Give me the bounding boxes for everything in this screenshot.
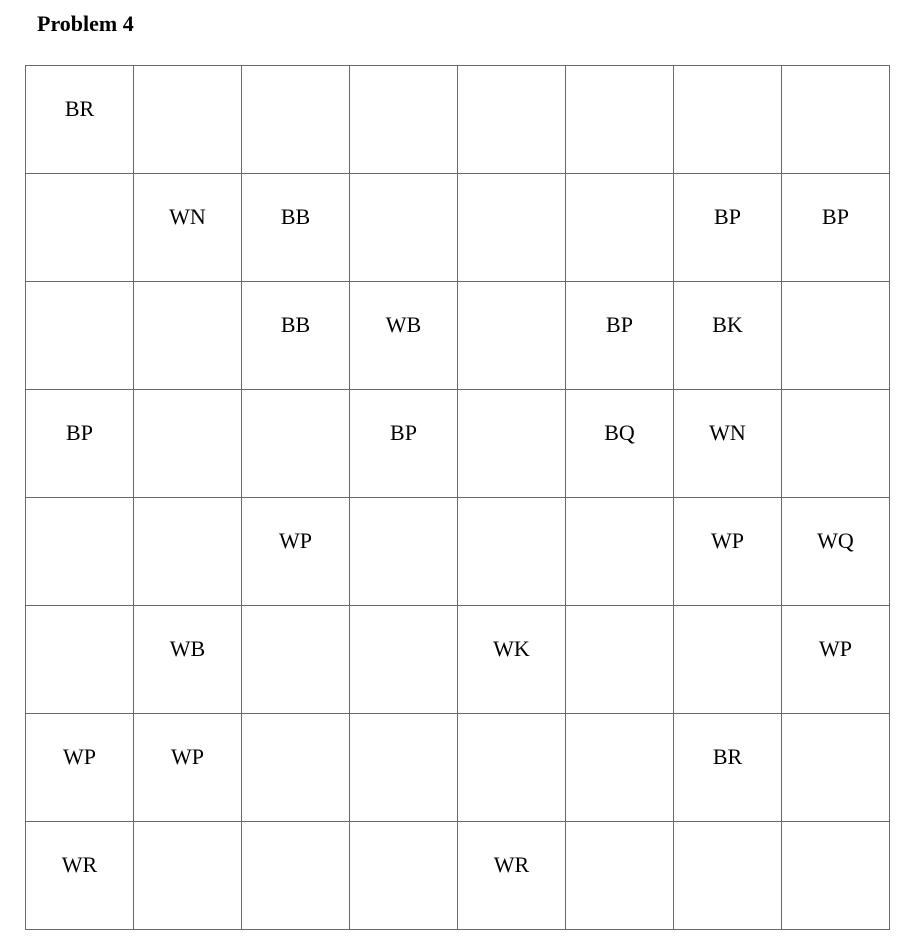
piece-label [134, 498, 241, 528]
piece-label [566, 174, 673, 204]
piece-label: BK [712, 312, 743, 337]
piece-label [350, 498, 457, 528]
piece-label [26, 282, 133, 312]
piece-label [242, 66, 349, 96]
board-square [566, 714, 674, 822]
piece-label [350, 606, 457, 636]
piece-label: WP [63, 744, 96, 769]
board-square [26, 822, 134, 930]
board-square [458, 66, 566, 174]
board-square [674, 390, 782, 498]
board-square [134, 606, 242, 714]
piece-label [26, 606, 133, 636]
board-square [674, 174, 782, 282]
board-square [566, 66, 674, 174]
board-square [782, 498, 890, 606]
piece-label: WP [711, 528, 744, 553]
piece-label [782, 282, 889, 312]
board-square [458, 822, 566, 930]
board-row [26, 66, 890, 174]
piece-label: WP [171, 744, 204, 769]
piece-label: BR [712, 744, 743, 769]
board-row [26, 606, 890, 714]
board-square [242, 390, 350, 498]
board-square [350, 66, 458, 174]
board-square [674, 498, 782, 606]
board-row [26, 714, 890, 822]
piece-label: WN [709, 420, 746, 445]
piece-label: WN [169, 204, 206, 229]
board-square [134, 498, 242, 606]
piece-label: BP [390, 420, 417, 445]
board-square [350, 282, 458, 390]
piece-label [458, 282, 565, 312]
board-row [26, 822, 890, 930]
board-square [566, 282, 674, 390]
board-square [566, 606, 674, 714]
piece-label [134, 66, 241, 96]
chess-board-grid [25, 65, 890, 930]
board-square [458, 498, 566, 606]
board-square [242, 822, 350, 930]
board-square [134, 714, 242, 822]
board-square [458, 282, 566, 390]
piece-label: WR [61, 852, 98, 877]
piece-label [350, 66, 457, 96]
piece-label: WQ [817, 528, 854, 553]
piece-label [566, 606, 673, 636]
board-square [134, 66, 242, 174]
board-square [566, 822, 674, 930]
board-row [26, 174, 890, 282]
board-square [134, 822, 242, 930]
piece-label [242, 714, 349, 744]
board-square [782, 822, 890, 930]
piece-label: BP [714, 204, 741, 229]
piece-label: BQ [604, 420, 635, 445]
board-square [566, 390, 674, 498]
piece-label [458, 498, 565, 528]
board-square [26, 66, 134, 174]
board-square [134, 174, 242, 282]
piece-label [242, 822, 349, 852]
piece-label: BP [66, 420, 93, 445]
board-square [242, 66, 350, 174]
board-square [674, 606, 782, 714]
board-square [458, 390, 566, 498]
board-square [134, 282, 242, 390]
piece-label: WR [493, 852, 530, 877]
board-square [782, 606, 890, 714]
board-square [350, 714, 458, 822]
piece-label [782, 390, 889, 420]
piece-label [674, 822, 781, 852]
piece-label [566, 66, 673, 96]
board-square [350, 390, 458, 498]
piece-label: WB [169, 636, 206, 661]
board-square [242, 606, 350, 714]
board-square [134, 390, 242, 498]
piece-label [458, 390, 565, 420]
piece-label: WB [385, 312, 422, 337]
piece-label [782, 714, 889, 744]
piece-label: BR [64, 96, 95, 121]
piece-label [566, 714, 673, 744]
board-square [350, 822, 458, 930]
board-square [674, 714, 782, 822]
board-square [674, 822, 782, 930]
piece-label: WK [493, 636, 530, 661]
board-square [350, 174, 458, 282]
piece-label [566, 822, 673, 852]
board-square [26, 714, 134, 822]
board-square [458, 714, 566, 822]
piece-label [26, 174, 133, 204]
piece-label [566, 498, 673, 528]
board-square [26, 282, 134, 390]
board-row [26, 498, 890, 606]
piece-label [350, 822, 457, 852]
piece-label [674, 66, 781, 96]
piece-label [782, 66, 889, 96]
piece-label [782, 822, 889, 852]
board-square [242, 714, 350, 822]
piece-label [350, 174, 457, 204]
board-square [782, 714, 890, 822]
board-square [566, 174, 674, 282]
piece-label [458, 714, 565, 744]
piece-label: BP [606, 312, 633, 337]
board-square [350, 606, 458, 714]
piece-label: WP [279, 528, 312, 553]
board-square [242, 174, 350, 282]
board-square [26, 498, 134, 606]
board-square [458, 174, 566, 282]
piece-label [134, 390, 241, 420]
board-square [350, 498, 458, 606]
board-square [26, 174, 134, 282]
board-square [26, 390, 134, 498]
piece-label [458, 66, 565, 96]
board-square [674, 66, 782, 174]
board-square [26, 606, 134, 714]
problem-title: Problem 4 [37, 11, 134, 36]
piece-label [242, 390, 349, 420]
piece-label [134, 822, 241, 852]
board-row [26, 390, 890, 498]
piece-label [242, 606, 349, 636]
board-square [782, 390, 890, 498]
board-square [782, 282, 890, 390]
board-square [242, 282, 350, 390]
piece-label [134, 282, 241, 312]
board-square [674, 282, 782, 390]
piece-label: WP [819, 636, 852, 661]
board-square [242, 498, 350, 606]
piece-label [350, 714, 457, 744]
piece-label [26, 498, 133, 528]
piece-label: BP [822, 204, 849, 229]
board-square [458, 606, 566, 714]
board-square [782, 66, 890, 174]
board-row [26, 282, 890, 390]
piece-label: BB [280, 312, 311, 337]
piece-label [674, 606, 781, 636]
piece-label [458, 174, 565, 204]
board-square [782, 174, 890, 282]
piece-label: BB [280, 204, 311, 229]
board-square [566, 498, 674, 606]
